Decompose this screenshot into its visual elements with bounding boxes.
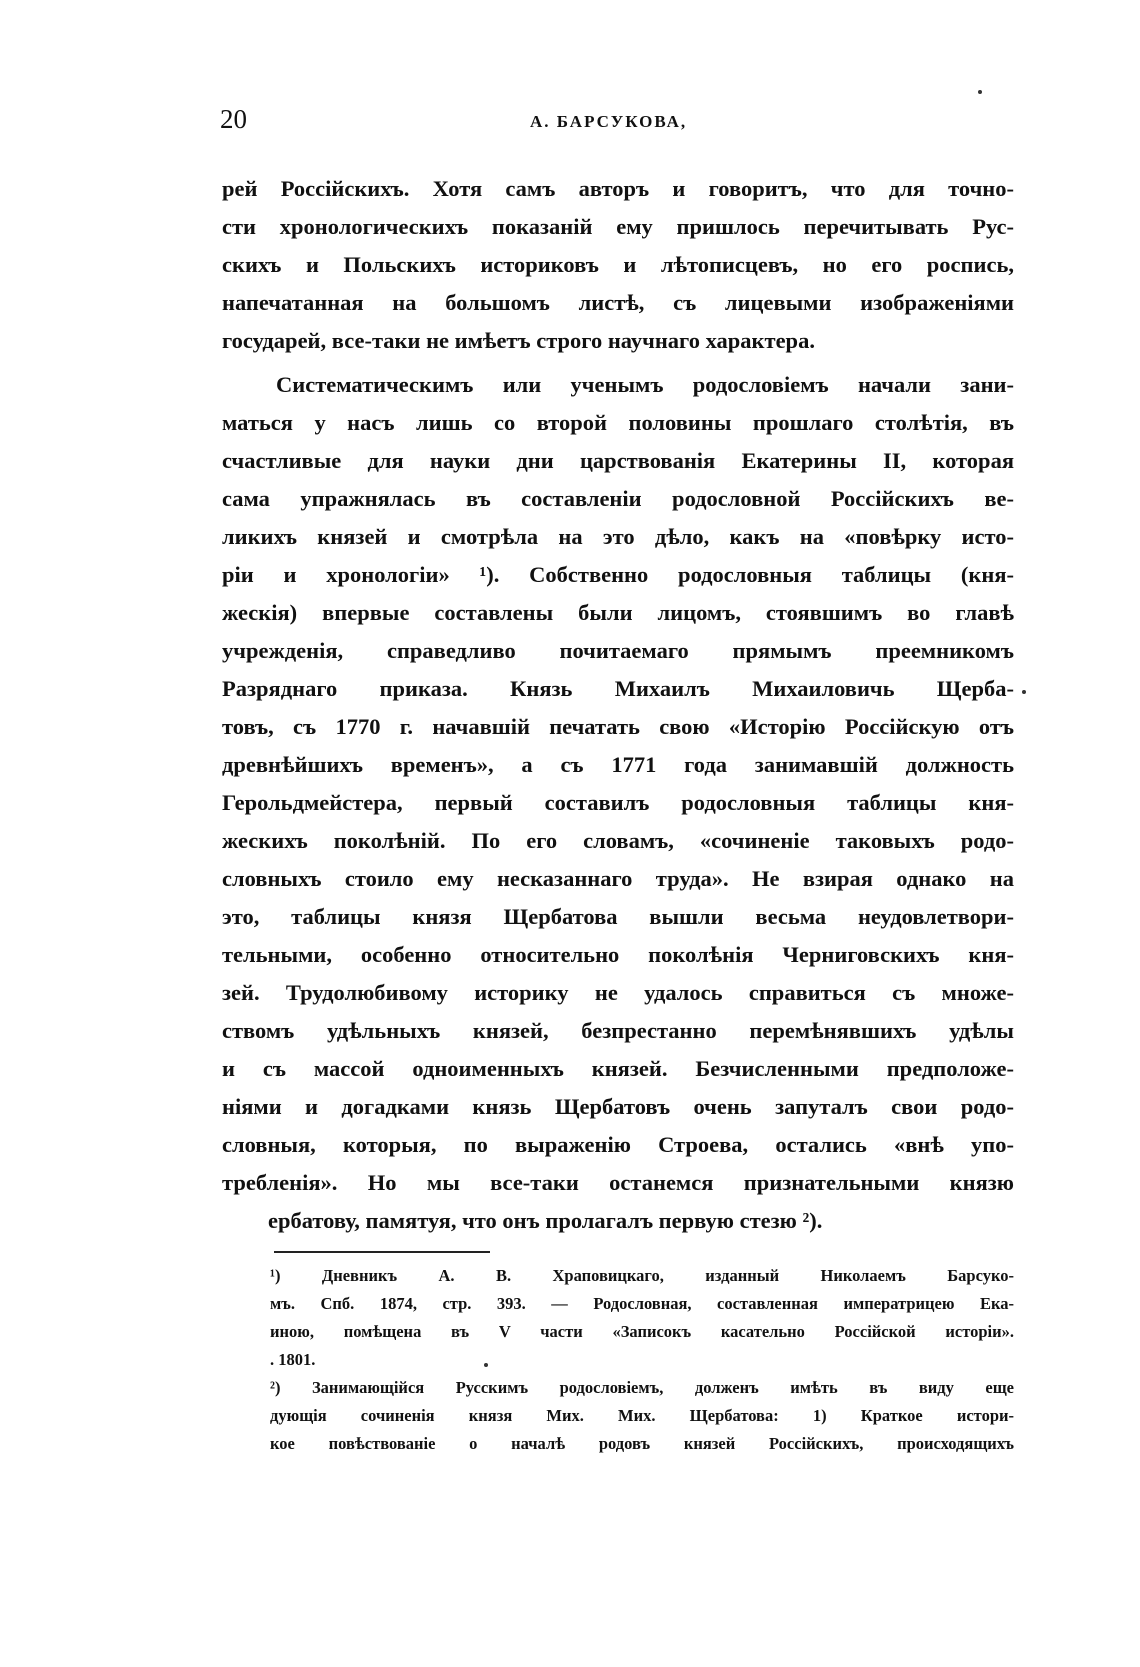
text-line: сама упражнялась въ составленіи родословной Россійскихъ ве- bbox=[222, 486, 1014, 511]
footnote-line: ²) Занимающійся Русскимъ родословіемъ, долженъ имѣть въ виду еще bbox=[270, 1378, 1014, 1397]
scan-speck bbox=[1022, 690, 1026, 694]
text-line: тельными, особенно относительно поколѣнія Черниговскихъ кня- bbox=[222, 942, 1014, 967]
text-line: учрежденія, справедливо почитаемаго прямымъ преемникомъ bbox=[222, 638, 1014, 663]
footnotes bbox=[270, 1262, 1014, 1458]
page-number: 20 bbox=[220, 104, 247, 134]
page-header bbox=[220, 104, 1010, 144]
text-line: ствомъ удѣльныхъ князей, безпрестанно перемѣнявшихъ удѣлы bbox=[222, 1018, 1014, 1043]
text-line: зей. Трудолюбивому историку не удалось справиться съ множе- bbox=[222, 980, 1014, 1005]
scan-speck bbox=[978, 90, 982, 94]
text-line: словныя, которыя, по выраженію Строева, остались «внѣ упо- bbox=[222, 1132, 1014, 1157]
text-line: Систематическимъ или ученымъ родословіемъ начали зани- bbox=[276, 372, 1014, 397]
text-line: древнѣйшихъ временъ», а съ 1771 года занимавшій должность bbox=[222, 752, 1014, 777]
running-head: А. БАРСУКОВА, bbox=[530, 112, 688, 131]
scan-speck bbox=[484, 1363, 488, 1367]
text-line: ніями и догадками князь Щербатовъ очень запуталъ свои родо- bbox=[222, 1094, 1014, 1119]
footnote-line: . 1801. bbox=[270, 1350, 316, 1369]
text-line: рей Россійскихъ. Хотя самъ авторъ и говоритъ, что для точно- bbox=[222, 176, 1014, 201]
footnote-divider bbox=[274, 1251, 490, 1253]
text-line: это, таблицы князя Щербатова вышли весьма неудовлетвори- bbox=[222, 904, 1014, 929]
footnote-line: дующія сочиненія князя Мих. Мих. Щербатова: 1) Краткое истори- bbox=[270, 1406, 1014, 1425]
text-line: маться у насъ лишь со второй половины прошлаго столѣтія, въ bbox=[222, 410, 1014, 435]
text-line: товъ, съ 1770 г. начавшій печатать свою «Исторію Россійскую отъ bbox=[222, 714, 1014, 739]
text-line: жескихъ поколѣній. По его словамъ, «сочиненіе таковыхъ родо- bbox=[222, 828, 1014, 853]
text-line: жескія) впервые составлены были лицомъ, стоявшимъ во главѣ bbox=[222, 600, 1014, 625]
footnote-line: ¹) Дневникъ А. В. Храповицкаго, изданный Николаемъ Барсуко- bbox=[270, 1266, 1014, 1285]
text-line: требленія». Но мы все-таки останемся признательными князю bbox=[222, 1170, 1014, 1195]
text-line: напечатанная на большомъ листѣ, съ лицевыми изображеніями bbox=[222, 290, 1014, 315]
text-line: ербатову, памятуя, что онъ пролагалъ первую стезю ²). bbox=[268, 1208, 823, 1233]
footnote-line: мъ. Спб. 1874, стр. 393. — Родословная, составленная императрицею Ека- bbox=[270, 1294, 1014, 1313]
text-line: ликихъ князей и смотрѣла на это дѣло, какъ на «повѣрку исто- bbox=[222, 524, 1014, 549]
text-line: государей, все-таки не имѣетъ строго научнаго характера. bbox=[222, 328, 815, 353]
text-line: словныхъ стоило ему несказаннаго труда». Не взирая однако на bbox=[222, 866, 1014, 891]
footnote-line: иною, помѣщена въ V части «Записокъ касательно Россійской исторіи». bbox=[270, 1322, 1014, 1341]
text-line: Герольдмейстера, первый составилъ родословныя таблицы кня- bbox=[222, 790, 1014, 815]
paragraph-2 bbox=[222, 366, 1014, 1240]
text-line: и съ массой одноименныхъ князей. Безчисленными предположе- bbox=[222, 1056, 1014, 1081]
text-line: ріи и хронологіи» ¹). Собственно родословныя таблицы (кня- bbox=[222, 562, 1014, 587]
text-line: счастливые для науки дни царствованія Екатерины II, которая bbox=[222, 448, 1014, 473]
text-line: сти хронологическихъ показаній ему пришлось перечитывать Рус- bbox=[222, 214, 1014, 239]
footnote-line: кое повѣствованіе о началѣ родовъ князей Россійскихъ, происходящихъ bbox=[270, 1434, 1014, 1453]
main-text bbox=[222, 170, 1014, 1240]
text-line: Разряднаго приказа. Князь Михаилъ Михаиловичь Щерба- bbox=[222, 676, 1014, 701]
text-line: скихъ и Польскихъ историковъ и лѣтописцевъ, но его роспись, bbox=[222, 252, 1014, 277]
paragraph-1 bbox=[222, 170, 1014, 360]
